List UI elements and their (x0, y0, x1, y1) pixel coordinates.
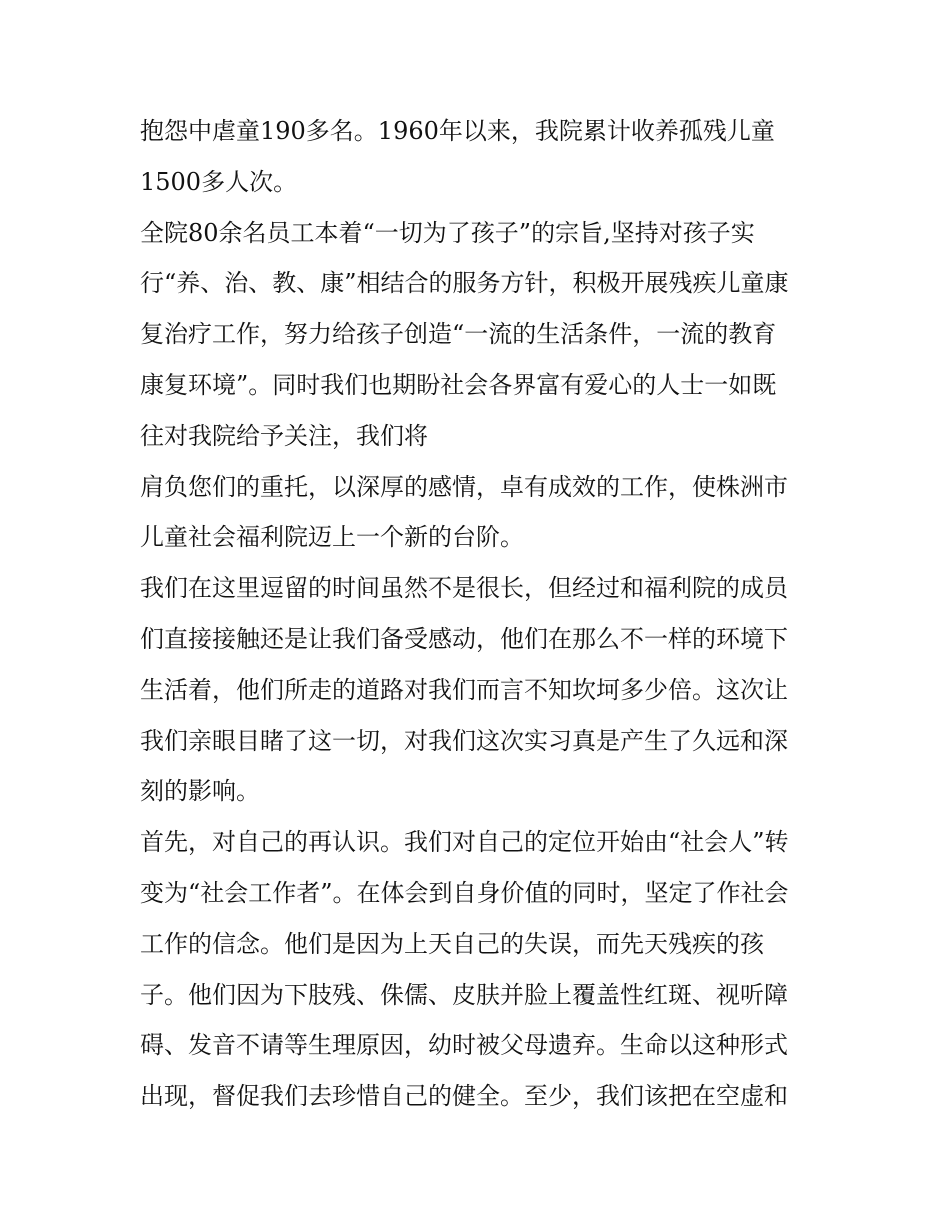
text-line: 复治疗工作，努力给孩子创造“一流的生活条件，一流的教育 (140, 320, 777, 349)
text-line: 出现，督促我们去珍惜自己的健全。至少，我们该把在空虚和 (140, 1082, 788, 1111)
text-line: 往对我院给予关注，我们将 (140, 421, 428, 450)
text-line: 变为“社会工作者”。在体会到自身价值的同时，坚定了作社会 (140, 878, 789, 907)
text-line: 我们亲眼目睹了这一切，对我们这次实习真是产生了久远和深 (140, 726, 788, 755)
text-line: 们直接接触还是让我们备受感动，他们在那么不一样的环境下 (140, 624, 788, 653)
document-body (140, 106, 820, 1122)
text-line: 行“养、治、教、康”相结合的服务方针，积极开展残疾儿童康 (140, 269, 789, 298)
text-line: 我们在这里逗留的时间虽然不是很长，但经过和福利院的成员 (140, 574, 788, 603)
text-line: 抱怨中虐童190多名。1960年以来，我院累计收养孤残儿童 (140, 117, 775, 145)
text-line: 儿童社会福利院迈上一个新的台阶。 (140, 523, 524, 552)
text-line: 生活着，他们所走的道路对我们而言不知坎坷多少倍。这次让 (140, 675, 788, 704)
text-line: 首先，对自己的再认识。我们对自己的定位开始由“社会人”转 (140, 828, 789, 857)
text-line: 全院80余名员工本着“一切为了孩子”的宗旨,坚持对孩子实 (140, 218, 755, 247)
text-line: 碍、发音不请等生理原因，幼时被父母遗弃。生命以这种形式 (140, 1031, 788, 1060)
text-line: 工作的信念。他们是因为上天自己的失误，而先天残疾的孩 (140, 929, 764, 958)
text-line: 子。他们因为下肢残、侏儒、皮肤并脸上覆盖性红斑、视听障 (140, 980, 788, 1009)
text-line: 1500多人次。 (140, 167, 298, 196)
text-line: 刻的影响。 (140, 777, 260, 806)
text-line: 康复环境”。同时我们也期盼社会各界富有爱心的人士一如既 (140, 370, 777, 399)
text-line: 肩负您们的重托，以深厚的感情，卓有成效的工作，使株洲市 (140, 472, 788, 501)
